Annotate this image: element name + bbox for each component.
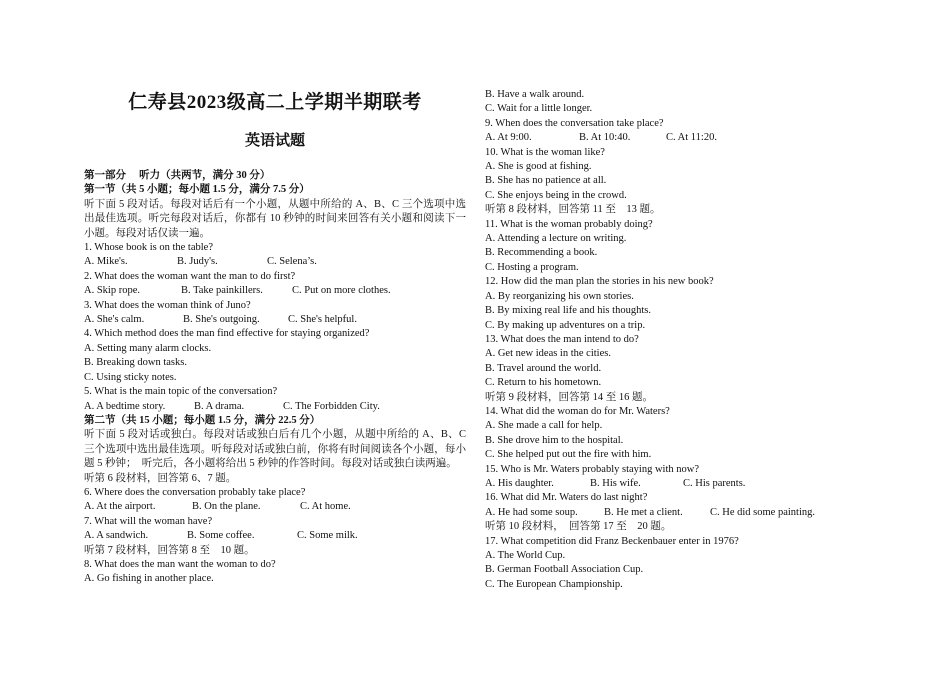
option: C. His parents. bbox=[683, 477, 746, 489]
option: B. By mixing real life and his thoughts. bbox=[485, 305, 651, 317]
option: A. Mike's. bbox=[84, 256, 128, 268]
material-heading: 听第 10 段材料， 回答第 17 至 20 题。 bbox=[485, 521, 672, 533]
option: C. Hosting a program. bbox=[485, 261, 579, 273]
question: 14. What did the woman do for Mr. Waters? bbox=[485, 405, 670, 417]
option-row bbox=[84, 400, 466, 414]
option: B. A drama. bbox=[194, 400, 245, 412]
option: B. She drove him to the hospital. bbox=[485, 434, 624, 446]
option: A. She made a call for help. bbox=[485, 420, 603, 432]
option: C. Return to his hometown. bbox=[485, 377, 602, 389]
question: 17. What competition did Franz Beckenbauer enter in 1976? bbox=[485, 535, 739, 547]
option: B. She's outgoing. bbox=[183, 314, 260, 326]
option: C. At 11:20. bbox=[666, 132, 717, 144]
option: C. Wait for a little longer. bbox=[485, 103, 593, 115]
left-column bbox=[84, 88, 466, 587]
part-heading: 第一部分 听力（共两节，满分 30 分） bbox=[84, 170, 271, 181]
option: A. A sandwich. bbox=[84, 530, 149, 542]
question: 11. What is the woman probably doing? bbox=[485, 218, 653, 230]
option: C. By making up adventures on a trip. bbox=[485, 319, 646, 331]
question: 9. When does the conversation take place? bbox=[485, 117, 664, 129]
option: C. He did some painting. bbox=[710, 506, 815, 518]
option-row bbox=[84, 500, 466, 514]
option: A. She is good at fishing. bbox=[485, 161, 592, 173]
material-heading: 听第 9 段材料，回答第 14 至 16 题。 bbox=[485, 391, 653, 403]
option-row bbox=[485, 131, 885, 145]
option: B. Travel around the world. bbox=[485, 362, 602, 374]
instructions: 听下面 5 段对话或独白。每段对话或独白后有几个小题，从题中所给的 A、B、C 三个选项中选出最佳选项。听每段对话或独白前，你将有时间阅读各个小题，每小题 5 秒钟； 听完后，各小题将给出 5 秒钟的作答时间。每段对话或独白读两遍。 bbox=[84, 429, 466, 470]
option: B. At 10:40. bbox=[579, 132, 631, 144]
option: A. Skip rope. bbox=[84, 285, 140, 297]
option: B. Some coffee. bbox=[187, 530, 255, 542]
option: C. Put on more clothes. bbox=[292, 285, 391, 297]
section-heading: 第二节（共 15 小题；每小题 1.5 分，满分 22.5 分） bbox=[84, 414, 321, 426]
material-heading: 听第 7 段材料，回答第 8 至 10 题。 bbox=[84, 544, 255, 556]
option: C. At home. bbox=[300, 501, 351, 513]
question: 13. What does the man intend to do? bbox=[485, 333, 639, 345]
option: A. Setting many alarm clocks. bbox=[84, 342, 212, 354]
option: C. The Forbidden City. bbox=[283, 400, 380, 412]
instructions: 听下面 5 段对话。每段对话后有一个小题，从题中所给的 A、B、C 三个选项中选出最佳选项。听完每段对话后，你都有 10 秒钟的时间来回答有关小题和阅读下一小题。每段对话仅读一遍。 bbox=[84, 198, 466, 239]
option: A. Get new ideas in the cities. bbox=[485, 348, 611, 360]
question: 5. What is the main topic of the conversation? bbox=[84, 386, 278, 398]
section-heading: 第一节（共 5 小题；每小题 1.5 分，满分 7.5 分） bbox=[84, 184, 310, 196]
option: A. She's calm. bbox=[84, 314, 145, 326]
exam-subtitle: 英语试题 bbox=[244, 133, 305, 149]
option: C. She helped put out the fire with him. bbox=[485, 449, 652, 461]
option-row bbox=[485, 477, 885, 491]
question: 2. What does the woman want the man to do first? bbox=[84, 270, 296, 282]
question: 12. How did the man plan the stories in his new book? bbox=[485, 276, 714, 288]
option-row bbox=[485, 506, 885, 520]
option: C. Using sticky notes. bbox=[84, 371, 177, 383]
option-row bbox=[84, 313, 466, 327]
question: 7. What will the woman have? bbox=[84, 515, 213, 527]
option: B. She has no patience at all. bbox=[485, 175, 607, 187]
option: A. At the airport. bbox=[84, 501, 156, 513]
option: C. Some milk. bbox=[297, 530, 358, 542]
right-column bbox=[485, 88, 885, 592]
option: C. She's helpful. bbox=[288, 314, 357, 326]
question: 15. Who is Mr. Waters probably staying with now? bbox=[485, 463, 699, 475]
question: 1. Whose book is on the table? bbox=[84, 242, 213, 254]
option-row bbox=[84, 255, 466, 269]
option: B. Breaking down tasks. bbox=[84, 357, 187, 369]
question: 16. What did Mr. Waters do last night? bbox=[485, 492, 648, 504]
option: A. Go fishing in another place. bbox=[84, 573, 214, 585]
option: A. Attending a lecture on writing. bbox=[485, 233, 627, 245]
option: B. Judy's. bbox=[177, 256, 218, 268]
question: 8. What does the man want the woman to do? bbox=[84, 558, 276, 570]
option: C. The European Championship. bbox=[485, 578, 623, 590]
option: A. A bedtime story. bbox=[84, 400, 166, 412]
question: 6. Where does the conversation probably take place? bbox=[84, 486, 306, 498]
option: B. Have a walk around. bbox=[485, 89, 585, 100]
material-heading: 听第 6 段材料，回答第 6、7 题。 bbox=[84, 472, 237, 484]
option: A. His daughter. bbox=[485, 477, 554, 489]
option: C. She enjoys being in the crowd. bbox=[485, 189, 627, 201]
option: C. Selena’s. bbox=[267, 256, 317, 268]
option: A. He had some soup. bbox=[485, 506, 578, 518]
option: B. He met a client. bbox=[604, 506, 683, 518]
option-row bbox=[84, 284, 466, 298]
question: 4. Which method does the man find effective for staying organized? bbox=[84, 328, 370, 340]
option: A. At 9:00. bbox=[485, 132, 532, 144]
material-heading: 听第 8 段材料，回答第 11 至 13 题。 bbox=[485, 204, 661, 216]
question: 3. What does the woman think of Juno? bbox=[84, 299, 251, 311]
option: B. Take painkillers. bbox=[181, 285, 263, 297]
option-row bbox=[84, 529, 466, 543]
option: B. On the plane. bbox=[192, 501, 261, 513]
question: 10. What is the woman like? bbox=[485, 146, 605, 158]
option: B. German Football Association Cup. bbox=[485, 564, 644, 576]
exam-title: 仁寿县2023级高二上学期半期联考 bbox=[128, 92, 422, 113]
option: B. His wife. bbox=[590, 477, 641, 489]
option: A. By reorganizing his own stories. bbox=[485, 290, 634, 302]
option: A. The World Cup. bbox=[485, 550, 566, 561]
option: B. Recommending a book. bbox=[485, 247, 598, 259]
